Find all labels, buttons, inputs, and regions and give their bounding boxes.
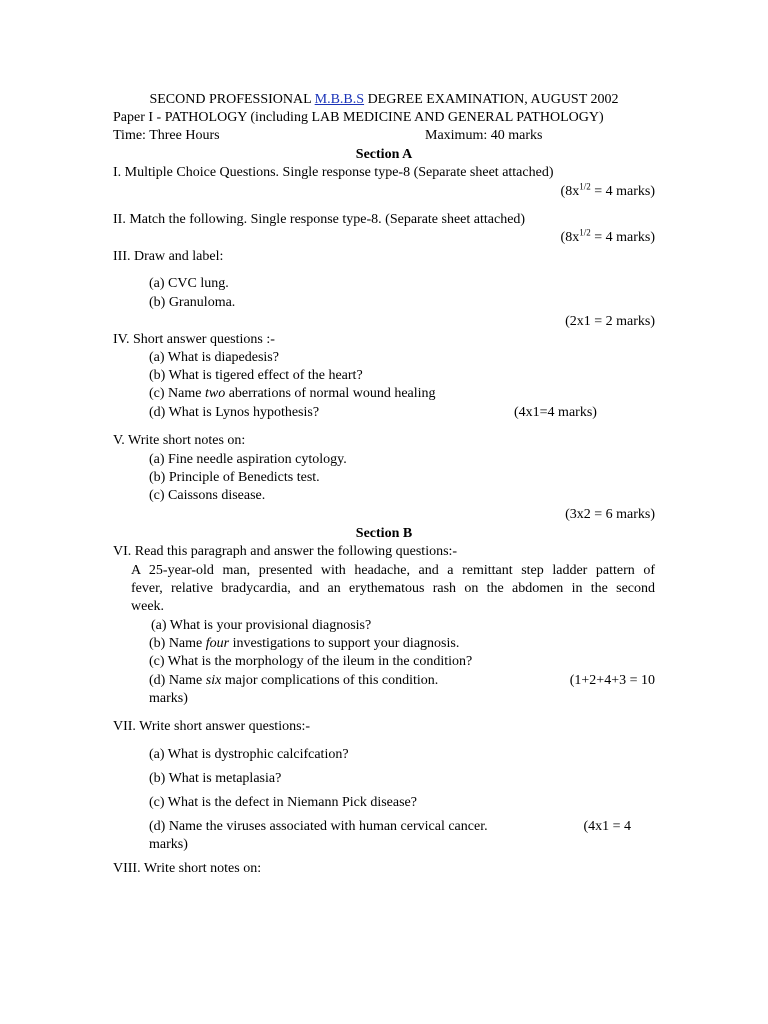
question-6-paragraph-line-2: fever, relative bradycardia, and an erythematous rash on the abdomen in the second (131, 581, 655, 596)
question-1: I. Multiple Choice Questions. Single response type-8 (Separate sheet attached) (113, 165, 554, 180)
q-emphasis: two (204, 386, 226, 401)
question-4-marks: (4x1=4 marks) (514, 405, 597, 420)
q-emphasis: six (205, 673, 222, 688)
q-emphasis: four (205, 636, 230, 651)
paper-title: Paper I - PATHOLOGY (including LAB MEDICINE AND GENERAL PATHOLOGY) (113, 110, 604, 125)
question-7-d: (d) Name the viruses associated with human cervical cancer. (149, 819, 488, 834)
mbbs-link[interactable]: M.B.B.S (314, 92, 365, 107)
question-3-marks: (2x1 = 2 marks) (565, 314, 655, 329)
question-5-marks: (3x2 = 6 marks) (565, 507, 655, 522)
q-text: (d) Name (149, 673, 206, 688)
question-6-paragraph-line-1: A 25-year-old man, presented with headache, and a remittant step ladder pattern of (131, 563, 655, 578)
marks-sup: 1/2 (579, 181, 591, 192)
question-1-marks (561, 183, 655, 201)
question-8: VIII. Write short notes on: (113, 861, 262, 876)
question-4-c (149, 385, 436, 403)
question-5-b: (b) Principle of Benedicts test. (149, 470, 320, 485)
question-6-a: (a) What is your provisional diagnosis? (151, 618, 372, 633)
question-3-b: (b) Granuloma. (149, 295, 236, 310)
marks-text: = 4 marks) (590, 184, 655, 199)
question-5-a: (a) Fine needle aspiration cytology. (149, 452, 347, 467)
question-7-marks-cont: marks) (149, 837, 188, 852)
question-4-b: (b) What is tigered effect of the heart? (149, 368, 363, 383)
q-text: major complications of this condition. (221, 673, 439, 688)
question-5: V. Write short notes on: (113, 433, 246, 448)
marks-text: (8x (560, 230, 580, 245)
question-6-b (149, 635, 459, 653)
q-text: investigations to support your diagnosis. (229, 636, 460, 651)
q-text: (b) Name (149, 636, 206, 651)
question-6-d (149, 672, 438, 690)
question-7-marks: (4x1 = 4 (583, 819, 631, 834)
question-4: IV. Short answer questions :- (113, 332, 275, 347)
question-5-c: (c) Caissons disease. (149, 488, 266, 503)
question-2: II. Match the following. Single response type-8. (Separate sheet attached) (113, 212, 526, 227)
exam-title-text-end: DEGREE EXAMINATION, AUGUST 2002 (364, 92, 619, 107)
exam-max-marks: Maximum: 40 marks (425, 128, 543, 143)
question-6-marks: (1+2+4+3 = 10 (569, 673, 655, 688)
marks-text: = 4 marks) (590, 230, 655, 245)
section-b-heading: Section B (355, 526, 413, 541)
exam-title (0, 91, 768, 109)
question-6: VI. Read this paragraph and answer the following questions:- (113, 544, 458, 559)
marks-sup: 1/2 (579, 227, 591, 238)
question-3-a: (a) CVC lung. (149, 276, 229, 291)
question-6-marks-cont: marks) (149, 691, 188, 706)
question-2-marks (561, 229, 655, 247)
question-6-paragraph-line-3: week. (131, 599, 165, 614)
question-7-b: (b) What is metaplasia? (149, 771, 282, 786)
question-4-d: (d) What is Lynos hypothesis? (149, 405, 320, 420)
question-4-a: (a) What is diapedesis? (149, 350, 279, 365)
q-text: (c) Name (149, 386, 205, 401)
exam-title-text: SECOND PROFESSIONAL (149, 92, 315, 107)
exam-time: Time: Three Hours (113, 128, 220, 143)
question-3: III. Draw and label: (113, 249, 224, 264)
question-7-c: (c) What is the defect in Niemann Pick disease? (149, 795, 417, 810)
question-7-a: (a) What is dystrophic calcifcation? (149, 747, 349, 762)
question-6-c: (c) What is the morphology of the ileum in the condition? (149, 654, 473, 669)
marks-text: (8x (560, 184, 580, 199)
q-text: aberrations of normal wound healing (225, 386, 436, 401)
question-7: VII. Write short answer questions:- (113, 719, 311, 734)
section-a-heading: Section A (355, 147, 413, 162)
